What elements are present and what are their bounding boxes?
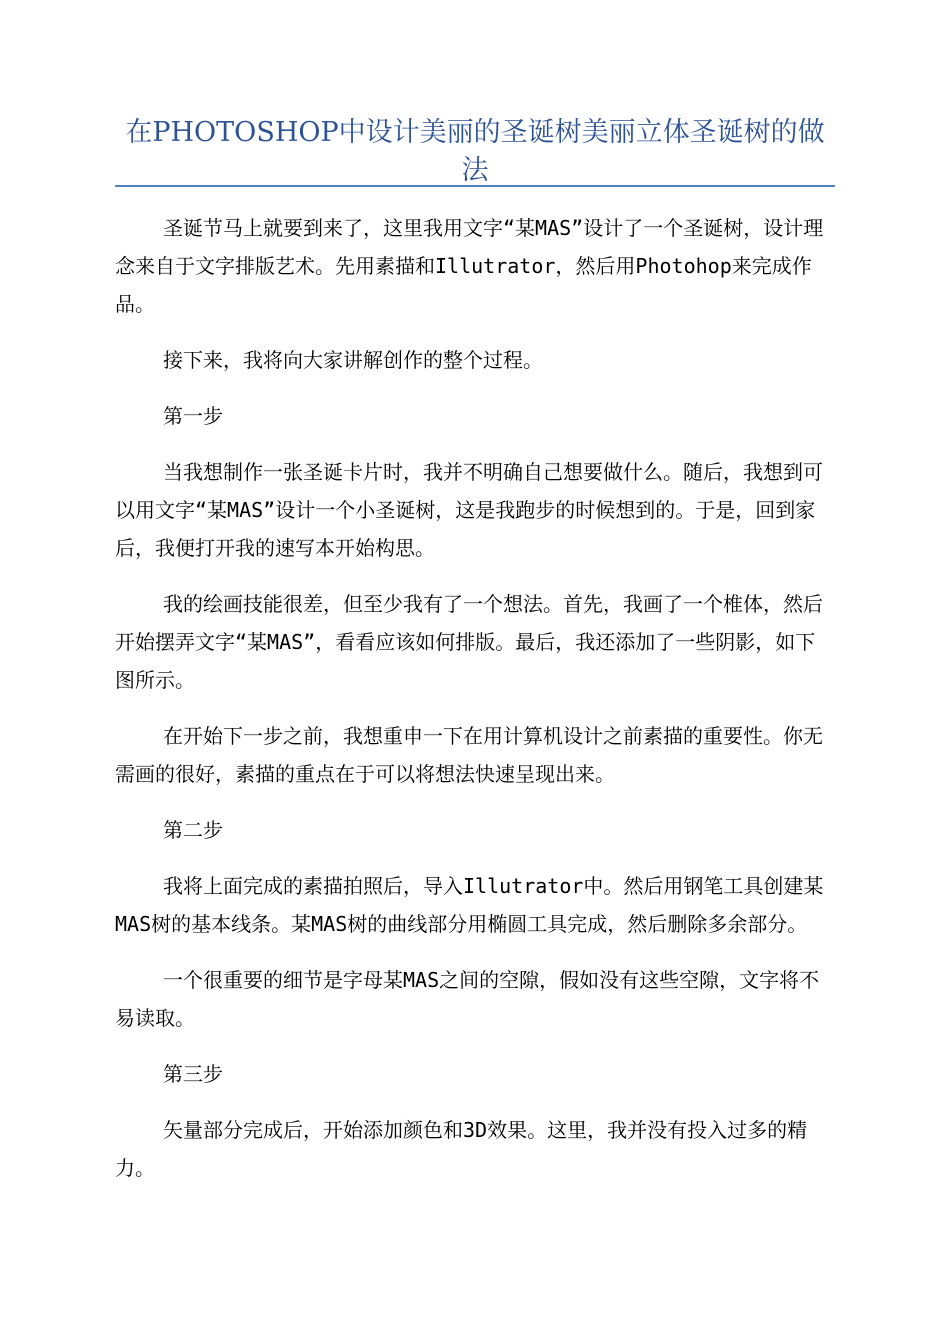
document-title: 在PHOTOSHOP中设计美丽的圣诞树美丽立体圣诞树的做法 [125,117,825,186]
paragraph-step1-idea: 当我想制作一张圣诞卡片时，我并不明确自己想要做什么。随后，我想到可以用文字“某MAS”设计一个小圣诞树，这是我跑步的时候想到的。于是，回到家后，我便打开我的速写本开始构思。 [115,460,823,560]
step-heading-1: 第一步 [163,404,223,428]
step-heading-2: 第二步 [163,818,223,842]
title-underline [115,185,835,187]
paragraph-intro: 圣诞节马上就要到来了，这里我用文字“某MAS”设计了一个圣诞树，设计理念来自于文字排版艺术。先用素描和Illutrator，然后用Photohop来完成作品。 [115,216,824,316]
paragraph-step1-importance: 在开始下一步之前，我想重申一下在用计算机设计之前素描的重要性。你无需画的很好，素描的重点在于可以将想法快速呈现出来。 [115,724,823,786]
step-heading-3: 第三步 [163,1062,223,1086]
paragraph-step3-color: 矢量部分完成后，开始添加颜色和3D效果。这里，我并没有投入过多的精力。 [115,1118,808,1180]
paragraph-overview: 接下来，我将向大家讲解创作的整个过程。 [163,348,543,372]
document-body [115,209,833,1205]
paragraph-step2-spacing: 一个很重要的细节是字母某MAS之间的空隙，假如没有这些空隙，文字将不易读取。 [115,968,820,1030]
paragraph-step1-sketch: 我的绘画技能很差，但至少我有了一个想法。首先，我画了一个椎体，然后开始摆弄文字“某MAS”，看看应该如何排版。最后，我还添加了一些阴影，如下图所示。 [115,592,823,692]
paragraph-step2-illustrator: 我将上面完成的素描拍照后，导入Illutrator中。然后用钢笔工具创建某MAS树的基本线条。某MAS树的曲线部分用椭圆工具完成，然后删除多余部分。 [115,874,824,936]
